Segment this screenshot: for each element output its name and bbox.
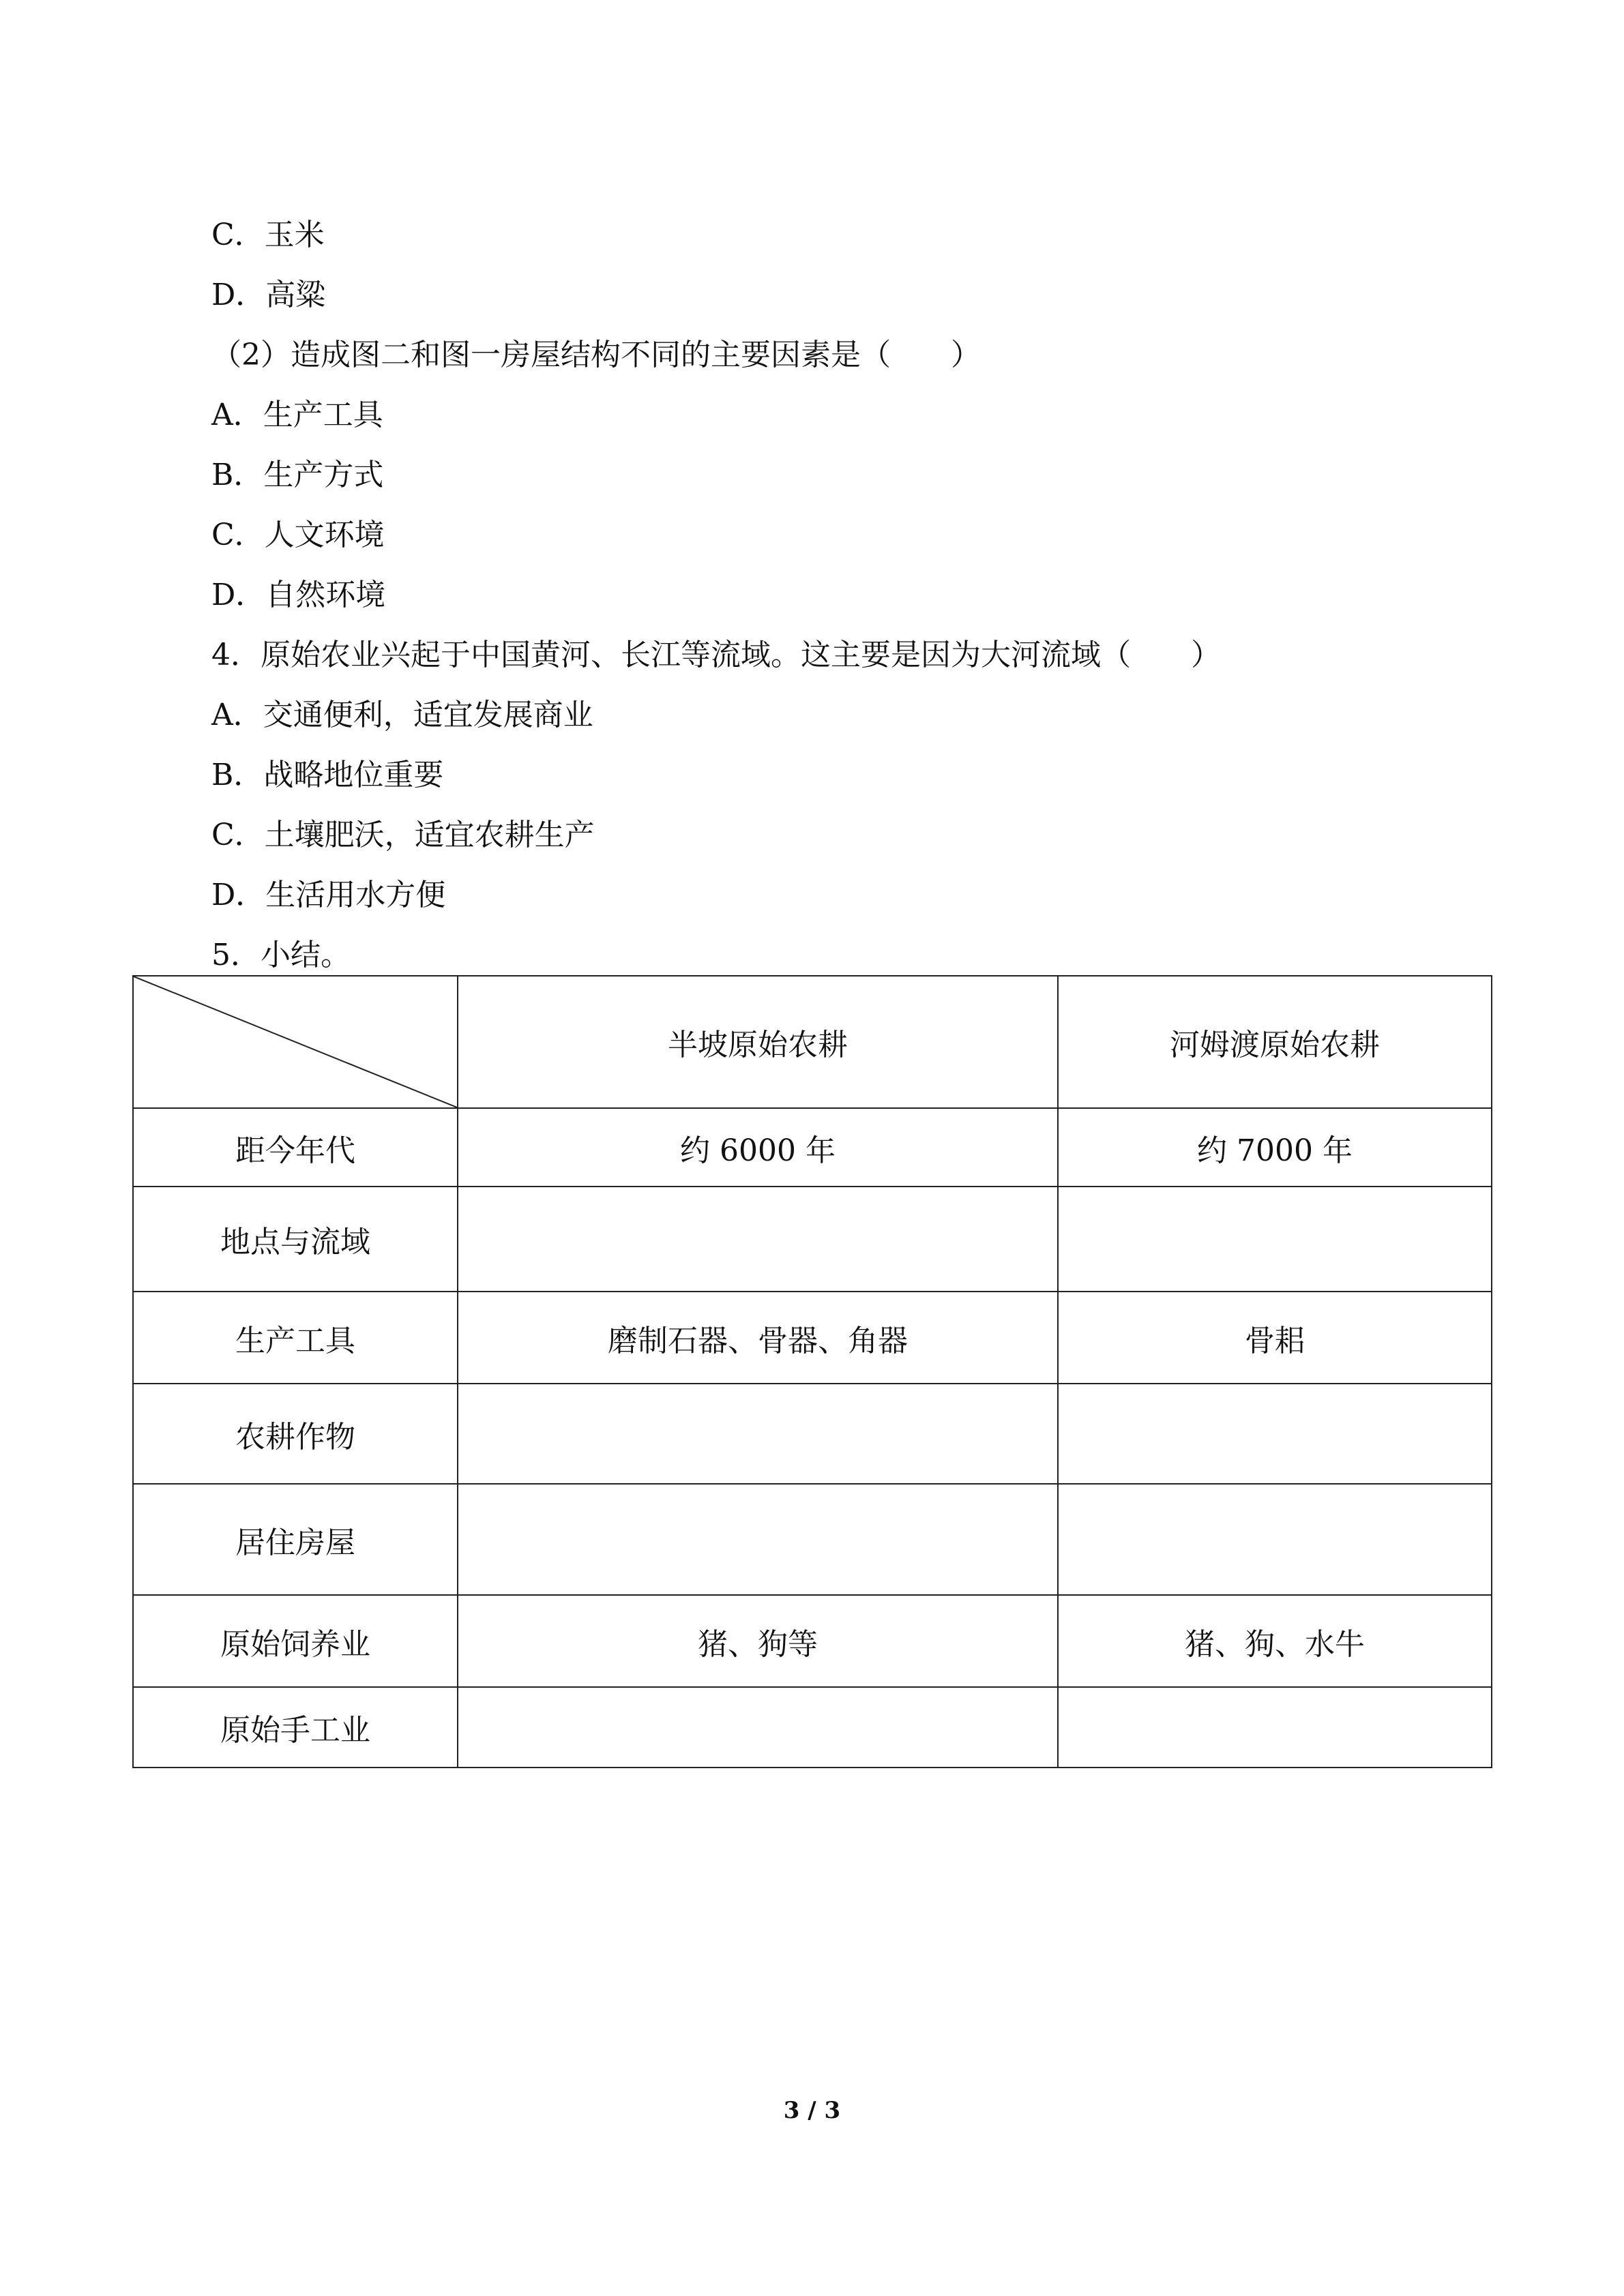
table-row bbox=[133, 1595, 1492, 1687]
option-c-fertile-soil: C．土壤肥沃，适宜农耕生产 bbox=[211, 818, 595, 852]
table-header-row bbox=[133, 976, 1492, 1108]
cell-hemudu bbox=[1058, 1187, 1492, 1292]
option-c-corn: C．玉米 bbox=[211, 218, 325, 252]
cell-hemudu bbox=[1058, 1384, 1492, 1484]
table-row bbox=[133, 1187, 1492, 1292]
row-label: 农耕作物 bbox=[133, 1384, 458, 1484]
cell-banpo: 磨制石器、骨器、角器 bbox=[458, 1292, 1058, 1384]
option-d-natural-env: D．自然环境 bbox=[211, 578, 386, 612]
row-label: 生产工具 bbox=[133, 1292, 458, 1384]
row-label: 原始手工业 bbox=[133, 1687, 458, 1768]
table-row bbox=[133, 1484, 1492, 1595]
row-label: 地点与流域 bbox=[133, 1187, 458, 1292]
cell-banpo: 约 6000 年 bbox=[458, 1108, 1058, 1187]
table-row bbox=[133, 1384, 1492, 1484]
cell-hemudu: 骨耜 bbox=[1058, 1292, 1492, 1384]
cell-banpo: 猪、狗等 bbox=[458, 1595, 1058, 1687]
cell-hemudu: 猪、狗、水牛 bbox=[1058, 1595, 1492, 1687]
table-row bbox=[133, 1108, 1492, 1187]
cell-banpo bbox=[458, 1687, 1058, 1768]
cell-hemudu: 约 7000 年 bbox=[1058, 1108, 1492, 1187]
option-b-production-mode: B．生产方式 bbox=[211, 458, 384, 492]
cell-hemudu bbox=[1058, 1484, 1492, 1595]
option-a-tools: A．生产工具 bbox=[211, 398, 383, 432]
option-d-sorghum: D．高粱 bbox=[211, 278, 326, 312]
option-a-transport: A．交通便利，适宜发展商业 bbox=[211, 698, 593, 732]
row-label: 距今年代 bbox=[133, 1108, 458, 1187]
table-row bbox=[133, 1292, 1492, 1384]
diagonal-corner-cell bbox=[133, 976, 458, 1108]
question-3-2: （2）造成图二和图一房屋结构不同的主要因素是（ ） bbox=[211, 338, 981, 372]
option-b-strategic: B．战略地位重要 bbox=[211, 758, 444, 792]
row-label: 居住房屋 bbox=[133, 1484, 458, 1595]
header-banpo: 半坡原始农耕 bbox=[458, 976, 1058, 1108]
header-hemudu: 河姆渡原始农耕 bbox=[1058, 976, 1492, 1108]
option-d-water: D．生活用水方便 bbox=[211, 878, 446, 912]
diagonal-line bbox=[134, 976, 457, 1107]
cell-banpo bbox=[458, 1484, 1058, 1595]
cell-banpo bbox=[458, 1187, 1058, 1292]
cell-banpo bbox=[458, 1384, 1058, 1484]
summary-table bbox=[132, 975, 1492, 1768]
option-c-cultural-env: C．人文环境 bbox=[211, 518, 385, 552]
question-4: 4．原始农业兴起于中国黄河、长江等流域。这主要是因为大河流域（ ） bbox=[211, 638, 1221, 672]
cell-hemudu bbox=[1058, 1687, 1492, 1768]
question-5-summary: 5．小结。 bbox=[211, 938, 351, 972]
table-row bbox=[133, 1687, 1492, 1768]
page-number: 3 / 3 bbox=[783, 2097, 841, 2124]
row-label: 原始饲养业 bbox=[133, 1595, 458, 1687]
